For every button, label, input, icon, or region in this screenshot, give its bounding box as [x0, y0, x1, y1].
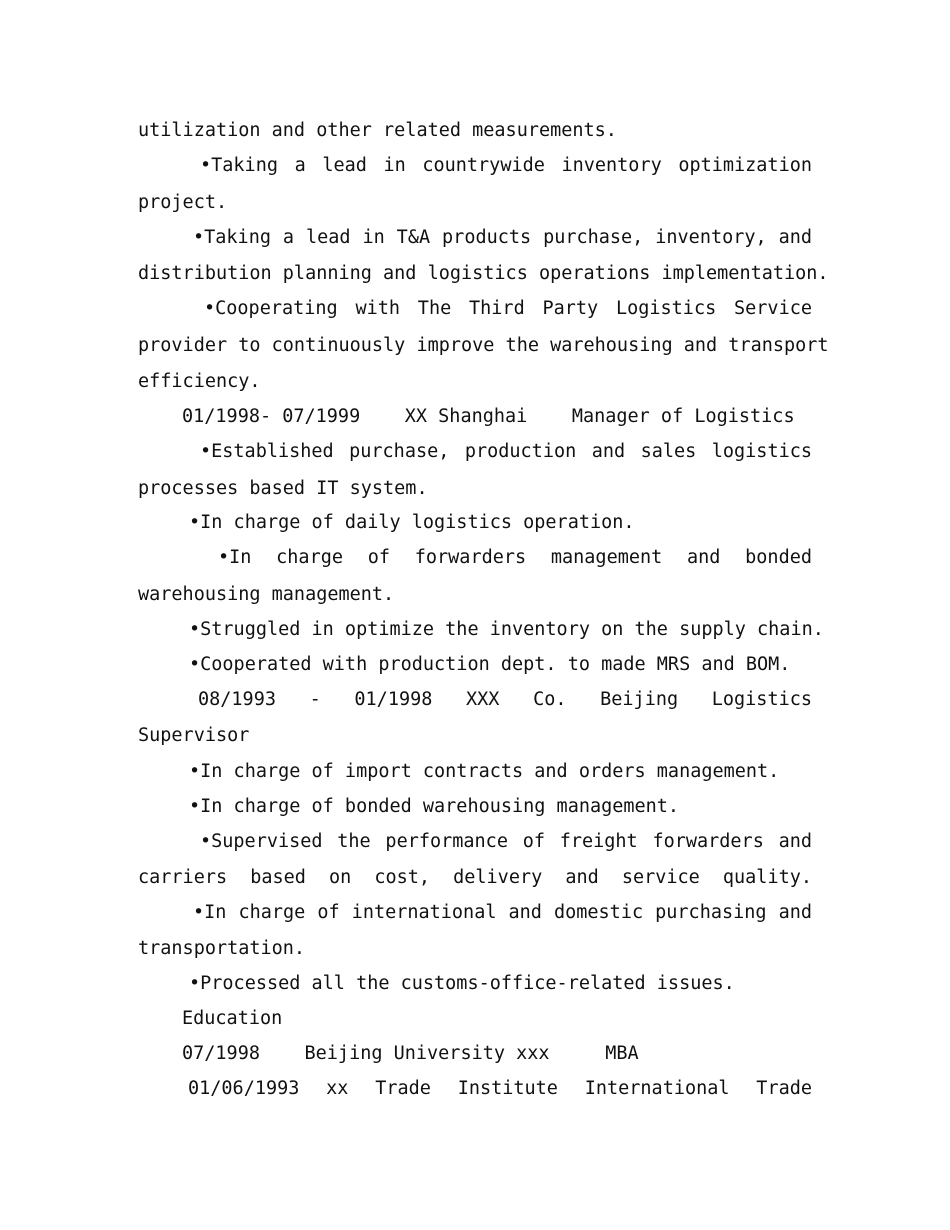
text-line: transportation. — [138, 938, 306, 959]
job-heading: 08/1993 - 01/1998 XXX Co. Beijing Logistics — [198, 689, 812, 710]
text-line: processes based IT system. — [138, 478, 428, 499]
bullet-item: •Cooperating with The Third Party Logistics Service — [204, 298, 812, 319]
bullet-item: •In charge of international and domestic purchasing and — [193, 902, 812, 923]
text-line: efficiency. — [138, 371, 261, 392]
bullet-item: •In charge of bonded warehousing management. — [189, 796, 680, 817]
text-line: project. — [138, 192, 228, 213]
bullet-item: •In charge of forwarders management and bonded — [218, 547, 812, 568]
bullet-item: •Taking a lead in T&A products purchase, inventory, and — [193, 227, 812, 248]
bullet-item: •Supervised the performance of freight forwarders and — [200, 831, 812, 852]
section-heading-education: Education — [182, 1008, 283, 1029]
bullet-item: •Established purchase, production and sales logistics — [200, 441, 812, 462]
job-heading: 01/1998- 07/1999 XX Shanghai Manager of Logistics — [182, 406, 795, 427]
bullet-item: •Taking a lead in countrywide inventory optimization — [200, 155, 812, 176]
education-entry: 01/06/1993 xx Trade Institute International Trade — [188, 1078, 812, 1099]
bullet-item: •Struggled in optimize the inventory on the supply chain. — [189, 619, 824, 640]
bullet-item: •In charge of daily logistics operation. — [189, 512, 635, 533]
text-line: carriers based on cost, delivery and service quality. — [138, 867, 812, 888]
text-line: Supervisor — [138, 725, 250, 746]
text-line: provider to continuously improve the warehousing and transport — [138, 335, 829, 356]
bullet-item: •In charge of import contracts and orders management. — [189, 761, 780, 782]
text-line: utilization and other related measurements. — [138, 120, 617, 141]
text-line: distribution planning and logistics operations implementation. — [138, 263, 829, 284]
text-line: warehousing management. — [138, 584, 395, 605]
bullet-item: •Cooperated with production dept. to made MRS and BOM. — [189, 654, 791, 675]
education-entry: 07/1998 Beijing University xxx MBA — [182, 1043, 639, 1064]
bullet-item: •Processed all the customs-office-related issues. — [189, 973, 735, 994]
